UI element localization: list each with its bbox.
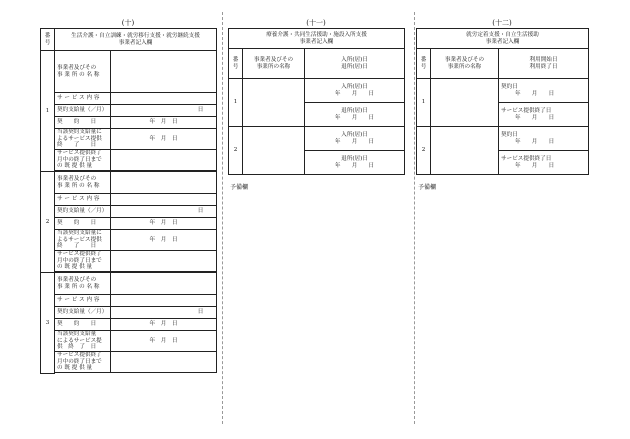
block-3-provided-field[interactable] [111, 352, 217, 373]
header-provider-entry: 生活介護・自立訓練・就労移行支援・就労継続支援 事業者記入欄 [55, 29, 217, 51]
block-2-name-field[interactable] [431, 127, 499, 175]
panel-11-note-label: 予備欄 [230, 184, 249, 191]
block-3-contract-date-label: 契 約 日 [55, 319, 111, 331]
fold-line-right [414, 12, 415, 424]
block-2-amount-label: 契約支給量（／月） [55, 206, 111, 218]
block-1-contract-date-field[interactable]: 年 月 日 [111, 117, 217, 129]
block-1-out-date[interactable]: 退所(居)日 年 月 日 [305, 103, 405, 127]
block-1-contract-date-label: 契 約 日 [55, 117, 111, 129]
block-2-in-date[interactable]: 入所(居)日 年 月 日 [305, 127, 405, 151]
block-1-end-date[interactable]: サービス提供終了日 年 月 日 [499, 103, 589, 127]
header-number: 番 号 [417, 49, 431, 79]
block-3-contract-date-field[interactable]: 年 月 日 [111, 319, 217, 331]
block-2-end-date-label: 当該契約支給量に よるサービス提供 終 了 日 [55, 230, 111, 251]
header-number: 番 号 [41, 29, 55, 51]
block-3-name-field[interactable] [111, 273, 217, 295]
panel-12-note-label: 予備欄 [418, 184, 437, 191]
block-2-name-field[interactable] [243, 127, 305, 175]
block-2-provided-field[interactable] [111, 251, 217, 272]
block-1-service-label: サ ー ビ ス 内 容 [55, 93, 111, 105]
block-1-amount-label: 契約支給量（／月） [55, 105, 111, 117]
block-1-provided-field[interactable] [111, 150, 217, 171]
panel-12-table [416, 28, 589, 175]
panel-11-title: (十一) [306, 19, 326, 27]
block-2-number: 2 [229, 127, 243, 175]
panel-11-table [228, 28, 405, 175]
panel-10-title: (十) [121, 19, 135, 27]
block-1-name-field[interactable] [111, 51, 217, 93]
header-provider-entry: 療養介護・共同生活援助・施設入所支援 事業者記入欄 [229, 29, 405, 49]
block-1-name-field[interactable] [243, 79, 305, 127]
block-2-end-date-field[interactable]: 年 月 日 [111, 230, 217, 251]
block-2-contract-date[interactable]: 契約日 年 月 日 [499, 127, 589, 151]
block-1-name-label: 事業者及びその 事 業 所 の 名 称 [55, 51, 111, 93]
header-dates: 入所(居)日 退所(居)日 [305, 49, 405, 79]
block-1-number: 1 [417, 79, 431, 127]
header-provider-name: 事業者及びその 事業所の名称 [243, 49, 305, 79]
block-1-end-date-field[interactable]: 年 月 日 [111, 129, 217, 150]
panel-12-title: (十二) [492, 19, 512, 27]
header-dates: 利用開始日 利用終了日 [499, 49, 589, 79]
block-3-number: 3 [41, 273, 55, 374]
block-2-service-field[interactable] [111, 194, 217, 206]
block-2-name-field[interactable] [111, 172, 217, 194]
fold-line-left [222, 12, 223, 424]
block-2-number: 2 [41, 172, 55, 273]
block-2-name-label: 事業者及びその 事 業 所 の 名 称 [55, 172, 111, 194]
block-3-amount-field[interactable]: 日 [111, 307, 217, 319]
block-2-out-date[interactable]: 退所(居)日 年 月 日 [305, 151, 405, 175]
block-3-provided-label: サービス提供終了 月中の終了日まで の 既 提 供 量 [55, 352, 111, 373]
block-1-name-field[interactable] [431, 79, 499, 127]
block-2-provided-label: サービス提供終了 月中の終了日まで の 既 提 供 量 [55, 251, 111, 272]
block-1-contract-date[interactable]: 契約日 年 月 日 [499, 79, 589, 103]
block-2-contract-date-field[interactable]: 年 月 日 [111, 218, 217, 230]
header-provider-entry: 就労定着支援・自立生活援助 事業者記入欄 [417, 29, 589, 49]
block-2-amount-field[interactable]: 日 [111, 206, 217, 218]
block-1-service-field[interactable] [111, 93, 217, 105]
header-provider-name: 事業者及びその 事業所の名称 [431, 49, 499, 79]
block-2-contract-date-label: 契 約 日 [55, 218, 111, 230]
block-3-service-field[interactable] [111, 295, 217, 307]
block-1-number: 1 [41, 51, 55, 172]
header-number: 番 号 [229, 49, 243, 79]
block-1-end-date-label: 当該契約支給量に よるサービス提供 終 了 日 [55, 129, 111, 150]
block-1-provided-label: サービス提供終了 月中の終了日まで の 既 提 供 量 [55, 150, 111, 171]
block-2-number: 2 [417, 127, 431, 175]
block-3-service-label: サ ー ビ ス 内 容 [55, 295, 111, 307]
block-1-in-date[interactable]: 入所(居)日 年 月 日 [305, 79, 405, 103]
block-1-number: 1 [229, 79, 243, 127]
block-2-service-label: サ ー ビ ス 内 容 [55, 194, 111, 206]
block-3-amount-label: 契約支給量（／月） [55, 307, 111, 319]
panel-10-table [40, 28, 217, 374]
block-3-end-date-label: 当該契約支給量 によるサービス提 供 終 了 日 [55, 331, 111, 352]
block-2-end-date[interactable]: サービス提供終了日 年 月 日 [499, 151, 589, 175]
block-3-end-date-field[interactable]: 年 月 日 [111, 331, 217, 352]
block-3-name-label: 事業者及びその 事 業 所 の 名 称 [55, 273, 111, 295]
block-1-amount-field[interactable]: 日 [111, 105, 217, 117]
